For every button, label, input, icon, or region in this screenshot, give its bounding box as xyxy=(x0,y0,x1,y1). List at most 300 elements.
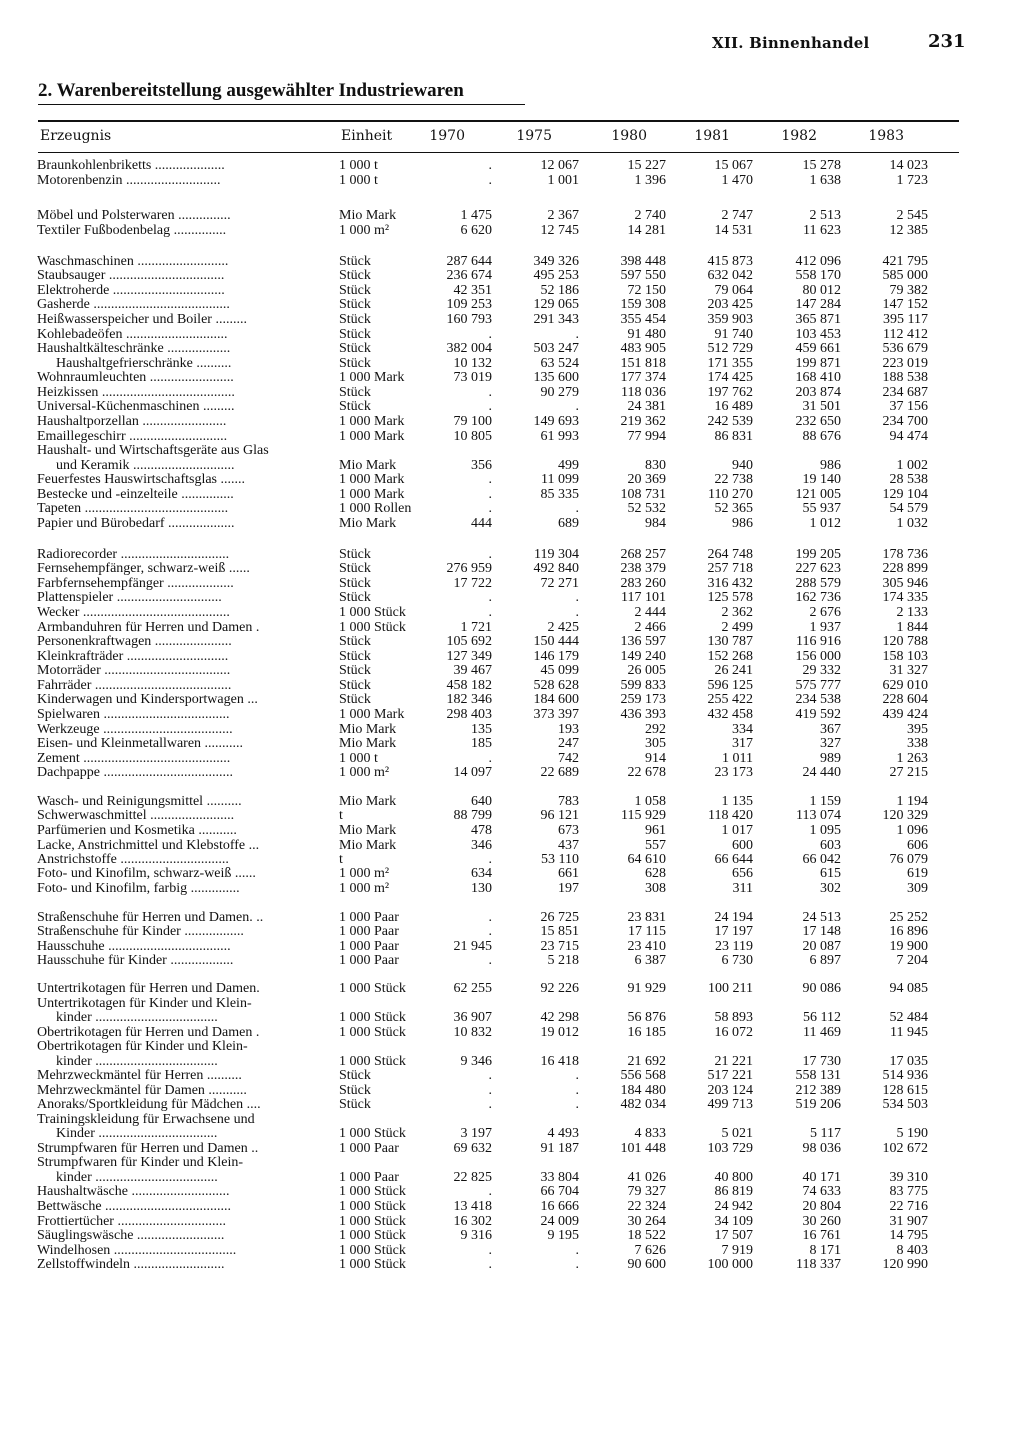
row-value-1980: 72 150 xyxy=(627,283,666,298)
row-value-1980: 115 929 xyxy=(621,808,666,823)
table-row xyxy=(0,312,1024,327)
table-title: 2. Warenbereitstellung ausgewählter Industriewaren xyxy=(38,80,464,101)
row-value-1970: . xyxy=(488,751,492,766)
row-value-1983: 128 615 xyxy=(882,1083,928,1098)
row-value-1983: 305 946 xyxy=(882,576,928,591)
row-value-1982: 66 042 xyxy=(802,852,841,867)
row-unit: Stück xyxy=(339,283,371,298)
row-product-name: Plattenspieler .............................. xyxy=(37,590,222,605)
row-value-1981: 40 800 xyxy=(714,1170,753,1185)
row-value-1980: 961 xyxy=(645,823,666,838)
row-unit: Stück xyxy=(339,297,371,312)
row-unit: Stück xyxy=(339,268,371,283)
row-unit: 1 000 Mark xyxy=(339,414,405,429)
row-product-name: Motorräder .................................... xyxy=(37,663,231,678)
row-value-1970: . xyxy=(488,1068,492,1083)
row-value-1980: 599 833 xyxy=(620,678,666,693)
row-value-1983: 338 xyxy=(907,736,928,751)
row-value-1975: . xyxy=(575,1257,579,1272)
row-value-1983: 395 117 xyxy=(883,312,928,327)
row-value-1983: 234 687 xyxy=(882,385,928,400)
row-product-name: Bettwäsche .................................... xyxy=(37,1199,232,1214)
row-value-1983: 19 900 xyxy=(889,939,928,954)
row-value-1970: 62 255 xyxy=(453,981,492,996)
row-product-name: Armbanduhren für Herren und Damen . xyxy=(37,620,260,635)
row-value-1975: 742 xyxy=(558,751,579,766)
row-value-1981: 34 109 xyxy=(714,1214,753,1229)
row-value-1980: 4 833 xyxy=(634,1126,666,1141)
table-row xyxy=(0,910,1024,925)
row-value-1970: . xyxy=(488,547,492,562)
row-product-name: Möbel und Polsterwaren ............... xyxy=(37,208,231,223)
row-value-1983: 120 329 xyxy=(882,808,928,823)
row-unit: 1 000 Stück xyxy=(339,1010,406,1025)
row-value-1981: 22 738 xyxy=(714,472,753,487)
table-row xyxy=(0,722,1024,737)
row-value-1983: 25 252 xyxy=(889,910,928,925)
row-value-1975: 19 012 xyxy=(540,1025,579,1040)
row-value-1982: 17 148 xyxy=(802,924,841,939)
row-value-1981: 499 713 xyxy=(707,1097,753,1112)
column-header-unit: Einheit xyxy=(341,128,393,144)
row-unit: Stück xyxy=(339,561,371,576)
table-row xyxy=(0,1243,1024,1258)
row-value-1980: 117 101 xyxy=(621,590,666,605)
row-value-1981: 432 458 xyxy=(707,707,753,722)
row-product-name: Emaillegeschirr ............................ xyxy=(37,429,228,444)
row-product-name: Elektroherde ................................ xyxy=(37,283,225,298)
row-value-1980: 597 550 xyxy=(620,268,666,283)
row-unit: Mio Mark xyxy=(339,208,397,223)
row-value-1970: 10 805 xyxy=(453,429,492,444)
row-value-1983: 174 335 xyxy=(882,590,928,605)
row-value-1981: 110 270 xyxy=(708,487,753,502)
row-unit: Mio Mark xyxy=(339,458,397,473)
row-value-1982: 24 513 xyxy=(802,910,841,925)
row-value-1983: 606 xyxy=(907,838,928,853)
table-row xyxy=(0,953,1024,968)
row-product-name: Dachpappe ..................................... xyxy=(37,765,233,780)
row-value-1981: 1 011 xyxy=(722,751,753,766)
row-value-1983: 534 503 xyxy=(882,1097,928,1112)
table-row xyxy=(0,678,1024,693)
row-value-1983: 1 844 xyxy=(896,620,928,635)
row-value-1970: 1 475 xyxy=(460,208,492,223)
row-value-1982: 327 xyxy=(820,736,841,751)
row-value-1975: 53 110 xyxy=(541,852,579,867)
row-unit: 1 000 Stück xyxy=(339,620,406,635)
row-unit: Stück xyxy=(339,399,371,414)
row-unit: Stück xyxy=(339,663,371,678)
row-value-1982: 519 206 xyxy=(795,1097,841,1112)
row-value-1983: 178 736 xyxy=(882,547,928,562)
row-unit: 1 000 Stück xyxy=(339,1025,406,1040)
row-value-1981: 1 017 xyxy=(721,823,753,838)
row-value-1981: 316 432 xyxy=(707,576,753,591)
row-value-1970: . xyxy=(488,399,492,414)
row-value-1982: 1 095 xyxy=(809,823,841,838)
row-value-1983: 1 002 xyxy=(896,458,928,473)
row-product-name: Schwerwaschmittel ........................ xyxy=(37,808,235,823)
table-row xyxy=(0,707,1024,722)
table-row xyxy=(0,1068,1024,1083)
row-value-1983: 619 xyxy=(907,866,928,881)
row-value-1980: 355 454 xyxy=(620,312,666,327)
row-unit: 1 000 Paar xyxy=(339,1141,399,1156)
row-value-1970: 287 644 xyxy=(446,254,492,269)
row-value-1970: . xyxy=(488,1257,492,1272)
row-product-name: Trainingskleidung für Erwachsene und xyxy=(37,1112,255,1127)
table-row xyxy=(0,620,1024,635)
row-value-1980: 90 600 xyxy=(627,1257,666,1272)
row-value-1981: 14 531 xyxy=(714,223,753,238)
row-value-1975: 61 993 xyxy=(540,429,579,444)
row-value-1970: 634 xyxy=(471,866,492,881)
table-header-rule xyxy=(38,152,959,153)
row-unit: 1 000 Stück xyxy=(339,1214,406,1229)
row-value-1980: 23 831 xyxy=(627,910,666,925)
row-unit: Stück xyxy=(339,1097,371,1112)
row-product-name: kinder ................................... xyxy=(56,1170,218,1185)
row-value-1981: 255 422 xyxy=(707,692,753,707)
row-value-1980: 23 410 xyxy=(627,939,666,954)
row-unit: 1 000 Paar xyxy=(339,939,399,954)
row-value-1982: 989 xyxy=(820,751,841,766)
row-product-name: Foto- und Kinofilm, schwarz-weiß ...... xyxy=(37,866,256,881)
table-row xyxy=(0,223,1024,238)
row-value-1975: . xyxy=(575,1243,579,1258)
row-value-1970: . xyxy=(488,1243,492,1258)
row-value-1982: 419 592 xyxy=(795,707,841,722)
row-unit: 1 000 Mark xyxy=(339,487,405,502)
row-value-1983: 1 194 xyxy=(896,794,928,809)
row-value-1982: 168 410 xyxy=(795,370,841,385)
row-product-name: Haushaltporzellan ........................ xyxy=(37,414,227,429)
table-row xyxy=(0,1126,1024,1141)
row-value-1980: 16 185 xyxy=(627,1025,666,1040)
row-value-1982: 113 074 xyxy=(796,808,841,823)
row-value-1980: 436 393 xyxy=(620,707,666,722)
row-value-1970: 17 722 xyxy=(453,576,492,591)
row-unit: 1 000 m² xyxy=(339,881,390,896)
row-value-1980: 91 480 xyxy=(627,327,666,342)
table-row xyxy=(0,254,1024,269)
row-value-1982: 147 284 xyxy=(795,297,841,312)
row-value-1983: 1 032 xyxy=(896,516,928,531)
row-value-1975: 16 666 xyxy=(540,1199,579,1214)
row-unit: Stück xyxy=(339,327,371,342)
row-value-1982: 55 937 xyxy=(802,501,841,516)
row-unit: 1 000 Stück xyxy=(339,1228,406,1243)
row-value-1970: . xyxy=(488,590,492,605)
row-value-1980: 219 362 xyxy=(620,414,666,429)
row-value-1981: 1 135 xyxy=(721,794,753,809)
table-row xyxy=(0,414,1024,429)
table-row xyxy=(0,1170,1024,1185)
row-product-name: Gasherde ....................................... xyxy=(37,297,230,312)
row-value-1982: 575 777 xyxy=(795,678,841,693)
row-value-1981: 2 362 xyxy=(721,605,753,620)
row-value-1981: 257 718 xyxy=(707,561,753,576)
row-value-1980: 21 692 xyxy=(627,1054,666,1069)
table-row xyxy=(0,939,1024,954)
row-value-1981: 58 893 xyxy=(714,1010,753,1025)
row-unit: Stück xyxy=(339,576,371,591)
row-value-1975: 9 195 xyxy=(547,1228,579,1243)
row-product-name: Strumpfwaren für Kinder und Klein- xyxy=(37,1155,244,1170)
row-value-1975: 33 804 xyxy=(540,1170,579,1185)
row-value-1982: 162 736 xyxy=(795,590,841,605)
row-value-1970: . xyxy=(488,501,492,516)
table-row xyxy=(0,1199,1024,1214)
row-value-1975: 12 067 xyxy=(540,158,579,173)
row-value-1980: 482 034 xyxy=(620,1097,666,1112)
row-value-1983: 8 403 xyxy=(896,1243,928,1258)
row-value-1983: 129 104 xyxy=(882,487,928,502)
row-value-1970: 9 346 xyxy=(460,1054,492,1069)
row-value-1981: 171 355 xyxy=(707,356,753,371)
table-row xyxy=(0,1112,1024,1127)
row-value-1981: 118 420 xyxy=(708,808,753,823)
row-value-1982: 88 676 xyxy=(802,429,841,444)
row-value-1970: . xyxy=(488,924,492,939)
row-value-1980: 398 448 xyxy=(620,254,666,269)
row-value-1980: 41 026 xyxy=(627,1170,666,1185)
row-value-1982: 1 012 xyxy=(809,516,841,531)
row-value-1981: 130 787 xyxy=(707,634,753,649)
row-value-1982: 227 623 xyxy=(795,561,841,576)
row-value-1980: 149 240 xyxy=(620,649,666,664)
row-product-name: Universal-Küchenmaschinen ......... xyxy=(37,399,235,414)
row-value-1983: 120 788 xyxy=(882,634,928,649)
table-row xyxy=(0,547,1024,562)
row-value-1982: 615 xyxy=(820,866,841,881)
row-unit: Stück xyxy=(339,341,371,356)
row-product-name: Obertrikotagen für Kinder und Klein- xyxy=(37,1039,248,1054)
row-value-1975: 193 xyxy=(558,722,579,737)
row-product-name: Anoraks/Sportkleidung für Mädchen .... xyxy=(37,1097,261,1112)
row-product-name: Haushaltwäsche ............................ xyxy=(37,1184,230,1199)
row-value-1980: 268 257 xyxy=(620,547,666,562)
row-value-1981: 203 425 xyxy=(707,297,753,312)
row-unit: 1 000 Stück xyxy=(339,605,406,620)
row-unit: 1 000 Paar xyxy=(339,924,399,939)
table-row xyxy=(0,1257,1024,1272)
row-unit: 1 000 m² xyxy=(339,765,390,780)
table-row xyxy=(0,823,1024,838)
row-value-1975: 15 851 xyxy=(540,924,579,939)
row-product-name: Bestecke und -einzelteile ............... xyxy=(37,487,234,502)
running-header-section: XII. Binnenhandel xyxy=(712,34,870,52)
row-value-1981: 359 903 xyxy=(707,312,753,327)
row-value-1983: 421 795 xyxy=(882,254,928,269)
row-product-name: Kinderwagen und Kindersportwagen ... xyxy=(37,692,258,707)
row-value-1980: 108 731 xyxy=(620,487,666,502)
row-value-1981: 1 470 xyxy=(721,173,753,188)
row-value-1982: 1 937 xyxy=(809,620,841,635)
row-value-1975: 42 298 xyxy=(540,1010,579,1025)
table-row xyxy=(0,472,1024,487)
row-value-1970: . xyxy=(488,385,492,400)
row-product-name: Haushalt- und Wirtschaftsgeräte aus Glas xyxy=(37,443,269,458)
row-value-1970: 182 346 xyxy=(446,692,492,707)
row-value-1983: 76 079 xyxy=(889,852,928,867)
row-value-1982: 367 xyxy=(820,722,841,737)
row-value-1981: 79 064 xyxy=(714,283,753,298)
row-value-1980: 17 115 xyxy=(628,924,666,939)
row-product-name: Zellstoffwindeln .......................... xyxy=(37,1257,225,1272)
row-value-1975: . xyxy=(575,1068,579,1083)
row-value-1975: 2 367 xyxy=(547,208,579,223)
row-value-1970: 127 349 xyxy=(446,649,492,664)
row-value-1975: 146 179 xyxy=(533,649,579,664)
row-unit: 1 000 Paar xyxy=(339,953,399,968)
table-row xyxy=(0,516,1024,531)
row-value-1983: 147 152 xyxy=(882,297,928,312)
row-value-1983: 629 010 xyxy=(882,678,928,693)
row-value-1982: 118 337 xyxy=(796,1257,841,1272)
row-value-1981: 52 365 xyxy=(714,501,753,516)
row-value-1975: 90 279 xyxy=(540,385,579,400)
row-value-1981: 940 xyxy=(732,458,753,473)
table-row xyxy=(0,576,1024,591)
row-product-name: Wecker .......................................... xyxy=(37,605,230,620)
row-value-1983: 14 023 xyxy=(889,158,928,173)
row-value-1975: 184 600 xyxy=(533,692,579,707)
row-value-1975: 66 704 xyxy=(540,1184,579,1199)
row-value-1983: 31 907 xyxy=(889,1214,928,1229)
table-row xyxy=(0,996,1024,1011)
row-value-1981: 5 021 xyxy=(721,1126,753,1141)
row-product-name: Farbfernsehempfänger ................... xyxy=(37,576,234,591)
row-value-1975: 72 271 xyxy=(540,576,579,591)
table-row xyxy=(0,692,1024,707)
row-unit: Stück xyxy=(339,312,371,327)
row-value-1981: 17 197 xyxy=(714,924,753,939)
row-value-1975: 661 xyxy=(558,866,579,881)
row-value-1970: 236 674 xyxy=(446,268,492,283)
row-product-name: Mehrzweckmäntel für Herren .......... xyxy=(37,1068,242,1083)
row-value-1983: 54 579 xyxy=(889,501,928,516)
row-product-name: Straßenschuhe für Kinder ................. xyxy=(37,924,244,939)
row-product-name: Waschmaschinen .......................... xyxy=(37,254,229,269)
row-unit: 1 000 Stück xyxy=(339,1199,406,1214)
row-value-1975: . xyxy=(575,1083,579,1098)
row-value-1980: 79 327 xyxy=(627,1184,666,1199)
row-value-1982: 1 159 xyxy=(809,794,841,809)
row-value-1980: 283 260 xyxy=(620,576,666,591)
row-value-1980: 177 374 xyxy=(620,370,666,385)
row-value-1983: 5 190 xyxy=(896,1126,928,1141)
row-value-1970: . xyxy=(488,158,492,173)
row-value-1983: 39 310 xyxy=(889,1170,928,1185)
row-unit: Stück xyxy=(339,649,371,664)
row-product-name: Fahrräder ....................................... xyxy=(37,678,232,693)
row-product-name: Kleinkrafträder ............................. xyxy=(37,649,229,664)
table-row xyxy=(0,1228,1024,1243)
table-row xyxy=(0,981,1024,996)
row-product-name: Straßenschuhe für Herren und Damen. .. xyxy=(37,910,264,925)
row-value-1975: 5 218 xyxy=(547,953,579,968)
row-product-name: Lacke, Anstrichmittel und Klebstoffe ... xyxy=(37,838,260,853)
row-unit: Stück xyxy=(339,1083,371,1098)
row-product-name: Haushaltgefrierschränke .......... xyxy=(56,356,232,371)
row-value-1980: 30 264 xyxy=(627,1214,666,1229)
row-value-1980: 259 173 xyxy=(620,692,666,707)
row-value-1975: 150 444 xyxy=(533,634,579,649)
table-row xyxy=(0,1083,1024,1098)
row-value-1980: 136 597 xyxy=(620,634,666,649)
row-value-1970: 298 403 xyxy=(446,707,492,722)
row-value-1970: 185 xyxy=(471,736,492,751)
row-value-1975: 349 326 xyxy=(533,254,579,269)
row-value-1980: 159 308 xyxy=(620,297,666,312)
row-value-1982: 156 000 xyxy=(795,649,841,664)
row-value-1970: 109 253 xyxy=(446,297,492,312)
row-value-1975: . xyxy=(575,590,579,605)
row-value-1982: 56 112 xyxy=(803,1010,841,1025)
row-value-1982: 986 xyxy=(820,458,841,473)
row-value-1980: 101 448 xyxy=(620,1141,666,1156)
row-unit: Stück xyxy=(339,547,371,562)
row-unit: 1 000 m² xyxy=(339,223,390,238)
row-value-1980: 15 227 xyxy=(627,158,666,173)
row-value-1982: 16 761 xyxy=(802,1228,841,1243)
row-value-1981: 100 000 xyxy=(707,1257,753,1272)
row-value-1982: 24 440 xyxy=(802,765,841,780)
row-value-1983: 439 424 xyxy=(882,707,928,722)
table-row xyxy=(0,765,1024,780)
row-value-1980: 557 xyxy=(645,838,666,853)
table-row xyxy=(0,561,1024,576)
row-value-1975: 24 009 xyxy=(540,1214,579,1229)
row-value-1970: . xyxy=(488,1083,492,1098)
row-value-1980: 2 466 xyxy=(634,620,666,635)
row-value-1982: 8 171 xyxy=(809,1243,841,1258)
table-row xyxy=(0,736,1024,751)
row-value-1980: 2 740 xyxy=(634,208,666,223)
row-value-1975: . xyxy=(575,327,579,342)
row-unit: Mio Mark xyxy=(339,838,397,853)
row-value-1983: 27 215 xyxy=(889,765,928,780)
row-unit: 1 000 Paar xyxy=(339,1170,399,1185)
row-value-1975: 4 493 xyxy=(547,1126,579,1141)
row-value-1975: 22 689 xyxy=(540,765,579,780)
row-product-name: kinder ................................... xyxy=(56,1010,218,1025)
row-product-name: Wohnraumleuchten ........................ xyxy=(37,370,234,385)
column-header-1981: 1981 xyxy=(694,128,730,144)
page-number: 231 xyxy=(928,31,966,52)
row-value-1975: 16 418 xyxy=(540,1054,579,1069)
row-value-1970: . xyxy=(488,910,492,925)
row-value-1970: 13 418 xyxy=(453,1199,492,1214)
row-value-1982: 19 140 xyxy=(802,472,841,487)
row-unit: 1 000 Stück xyxy=(339,981,406,996)
row-product-name: Papier und Bürobedarf ................... xyxy=(37,516,235,531)
row-product-name: Staubsauger ................................. xyxy=(37,268,225,283)
row-value-1975: 26 725 xyxy=(540,910,579,925)
row-product-name: Braunkohlenbriketts .................... xyxy=(37,158,225,173)
row-value-1982: 98 036 xyxy=(802,1141,841,1156)
row-value-1982: 17 730 xyxy=(802,1054,841,1069)
row-value-1982: 365 871 xyxy=(795,312,841,327)
table-row xyxy=(0,1025,1024,1040)
row-value-1982: 30 260 xyxy=(802,1214,841,1229)
row-value-1983: 31 327 xyxy=(889,663,928,678)
table-row xyxy=(0,634,1024,649)
row-unit: 1 000 Mark xyxy=(339,707,405,722)
row-value-1982: 31 501 xyxy=(802,399,841,414)
